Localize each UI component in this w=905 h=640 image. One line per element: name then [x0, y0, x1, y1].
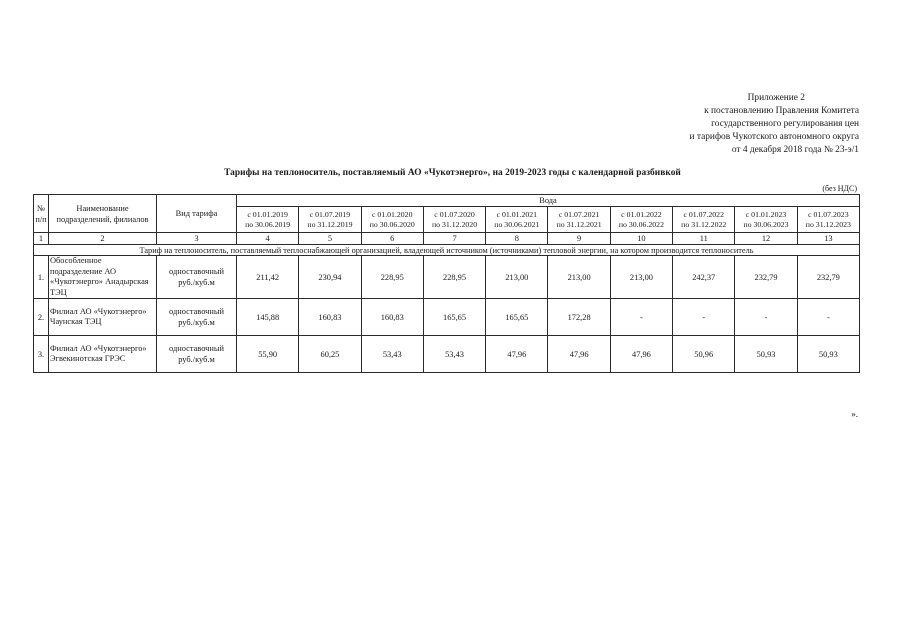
- header-kind: Вид тарифа: [157, 195, 237, 233]
- period-from: с 01.07.2020: [434, 209, 475, 219]
- period-header-7: [610, 207, 672, 233]
- branch-name: Филиал АО «Чукотэнерго» Эгвекинотская ГРЭС: [49, 336, 157, 373]
- tariff-value: 47,96: [610, 336, 672, 373]
- table-row: [34, 299, 860, 336]
- tariff-value: 172,28: [548, 299, 610, 336]
- tariff-value: 50,96: [673, 336, 735, 373]
- column-number-2: 2: [49, 233, 157, 245]
- tariff-value: 50,93: [735, 336, 797, 373]
- period-header-3: [361, 207, 423, 233]
- period-header-1: [237, 207, 299, 233]
- period-from: с 01.01.2020: [371, 209, 413, 219]
- period-to: по 31.12.2022: [681, 219, 727, 229]
- tariff-kind-type: одноставочный: [169, 344, 224, 353]
- appendix-line-3: государственного регулирования цен: [711, 119, 859, 129]
- tariff-value: 213,00: [610, 256, 672, 299]
- tariff-value: 55,90: [237, 336, 299, 373]
- period-from: с 01.07.2019: [309, 209, 351, 219]
- tariff-value: 232,79: [797, 256, 859, 299]
- column-number-row: [34, 233, 860, 245]
- column-number-1: 1: [34, 233, 49, 245]
- period-to: по 30.06.2023: [743, 219, 789, 229]
- tariff-value: 232,79: [735, 256, 797, 299]
- column-number-11: 11: [673, 233, 735, 245]
- header-name: Наименование подразделений, филиалов: [49, 195, 157, 233]
- period-to: по 31.12.2021: [556, 219, 602, 229]
- appendix-line-2: к постановлению Правления Комитета: [704, 106, 859, 116]
- tariff-value: 213,00: [548, 256, 610, 299]
- period-header-8: [673, 207, 735, 233]
- appendix-line-4: и тарифов Чукотского автономного округа: [689, 132, 859, 142]
- tariff-kind-type: одноставочный: [169, 307, 224, 316]
- tariff-value: -: [610, 299, 672, 336]
- tariff-value: 242,37: [673, 256, 735, 299]
- tariff-value: 160,83: [361, 299, 423, 336]
- tariff-value: 211,42: [237, 256, 299, 299]
- period-from: с 01.07.2023: [808, 209, 849, 219]
- period-to: по 31.12.2023: [805, 219, 851, 229]
- column-number-4: 4: [237, 233, 299, 245]
- tariff-value: 228,95: [423, 256, 485, 299]
- tariff-value: 53,43: [423, 336, 485, 373]
- period-header-4: [423, 207, 485, 233]
- tariff-value: 60,25: [299, 336, 361, 373]
- period-to: по 30.06.2022: [618, 219, 664, 229]
- period-to: по 31.12.2020: [431, 219, 478, 229]
- tariff-kind: [157, 256, 237, 299]
- period-header-5: [486, 207, 548, 233]
- period-to: по 30.06.2020: [369, 219, 415, 229]
- period-header-9: [735, 207, 797, 233]
- vat-note: (без НДС): [822, 184, 857, 193]
- row-number: 1.: [34, 256, 49, 299]
- document-title: Тарифы на теплоноситель, поставляемый АО «Чукотэнерго», на 2019-2023 годы с календарной разбивкой: [224, 168, 681, 178]
- branch-name: Обособленное подразделение АО «Чукотэнерго» Анадырская ТЭЦ: [49, 256, 157, 299]
- tariff-kind-unit: руб./куб.м: [178, 278, 215, 287]
- period-header-6: [548, 207, 610, 233]
- header-water: Вода: [237, 195, 860, 207]
- row-number: 2.: [34, 299, 49, 336]
- period-header-10: [797, 207, 859, 233]
- tariff-value: 228,95: [361, 256, 423, 299]
- period-to: по 30.06.2019: [245, 219, 291, 229]
- tariff-kind-unit: руб./куб.м: [178, 355, 215, 364]
- tariff-kind-unit: руб./куб.м: [178, 318, 215, 327]
- tariff-value: -: [797, 299, 859, 336]
- tariff-value: 50,93: [797, 336, 859, 373]
- tariff-value: 47,96: [486, 336, 548, 373]
- table-row: [34, 336, 860, 373]
- period-to: по 31.12.2019: [307, 219, 353, 229]
- column-number-5: 5: [299, 233, 361, 245]
- appendix-line-5: от 4 декабря 2018 года № 23-э/1: [731, 145, 859, 155]
- row-number: 3.: [34, 336, 49, 373]
- closing-quote: ».: [851, 409, 858, 419]
- column-number-6: 6: [361, 233, 423, 245]
- column-number-12: 12: [735, 233, 797, 245]
- tariff-value: -: [673, 299, 735, 336]
- tariff-value: 230,94: [299, 256, 361, 299]
- tariff-value: 165,65: [423, 299, 485, 336]
- section-title: Тариф на теплоноситель, поставляемый теплоснабжающей организацией, владеющей источником (источниками) тепловой энергии, на котором производится теплоноситель: [34, 245, 860, 256]
- period-from: с 01.07.2022: [683, 209, 724, 219]
- column-number-8: 8: [486, 233, 548, 245]
- tariff-value: 53,43: [361, 336, 423, 373]
- column-number-13: 13: [797, 233, 859, 245]
- column-number-9: 9: [548, 233, 610, 245]
- column-number-10: 10: [610, 233, 672, 245]
- tariff-value: 47,96: [548, 336, 610, 373]
- appendix-line-1: Приложение 2: [747, 93, 805, 103]
- table-row: [34, 256, 860, 299]
- period-from: с 01.01.2019: [247, 209, 288, 219]
- column-number-3: 3: [157, 233, 237, 245]
- period-from: с 01.01.2021: [496, 209, 538, 219]
- column-number-7: 7: [423, 233, 485, 245]
- tariff-kind-type: одноставочный: [169, 267, 224, 276]
- period-from: с 01.01.2023: [745, 209, 787, 219]
- period-from: с 01.01.2022: [621, 209, 662, 219]
- period-to: по 30.06.2021: [494, 219, 540, 229]
- branch-name: Филиал АО «Чукотэнерго» Чаунская ТЭЦ: [49, 299, 157, 336]
- tariff-value: 165,65: [486, 299, 548, 336]
- tariff-value: 145,88: [237, 299, 299, 336]
- period-header-2: [299, 207, 361, 233]
- tariff-table: [33, 194, 860, 373]
- tariff-value: 213,00: [486, 256, 548, 299]
- tariff-value: -: [735, 299, 797, 336]
- period-from: с 01.07.2021: [558, 209, 600, 219]
- tariff-value: 160,83: [299, 299, 361, 336]
- tariff-kind: [157, 299, 237, 336]
- header-num: № п/п: [34, 195, 49, 233]
- appendix-block: [599, 92, 859, 157]
- tariff-kind: [157, 336, 237, 373]
